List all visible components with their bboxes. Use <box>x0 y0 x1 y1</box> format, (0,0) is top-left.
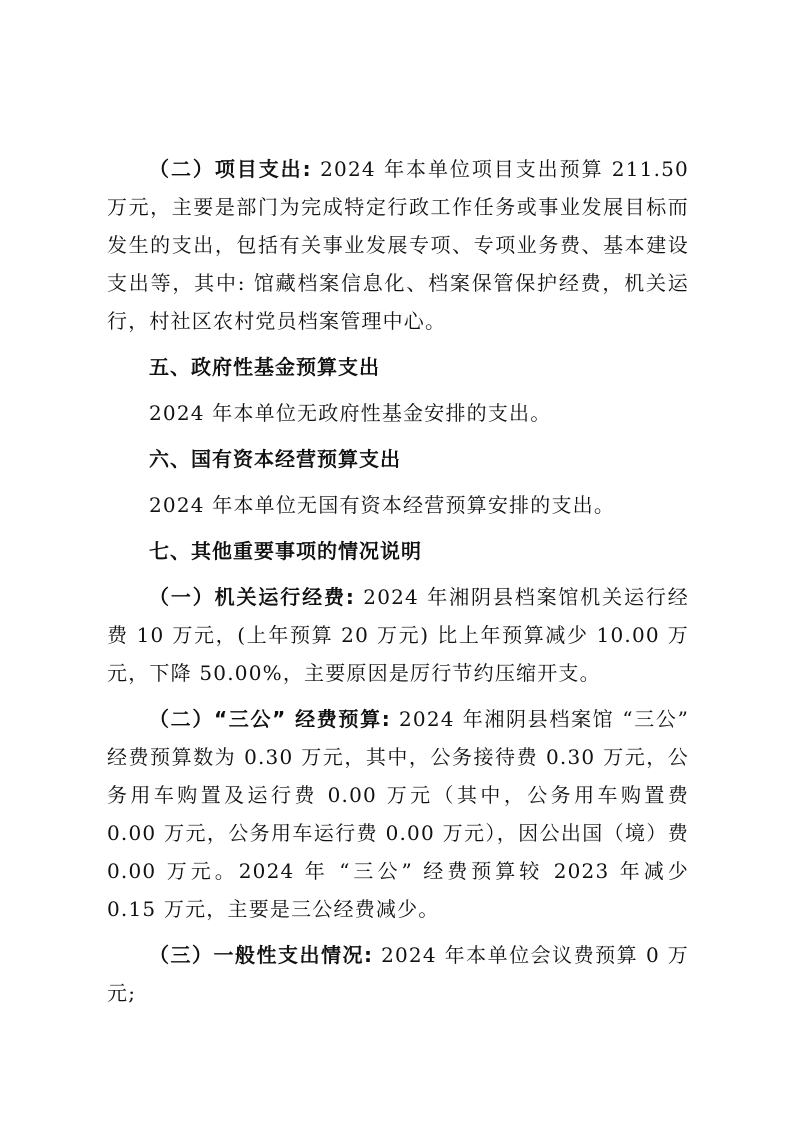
paragraph-lead: （三）一般性支出情况: <box>149 943 374 967</box>
paragraph-project-expenditure <box>107 150 689 340</box>
paragraph-lead: （二）项目支出: <box>149 157 312 181</box>
paragraph-text: 2024 年本单位项目支出预算 211.50 万元，主要是部门为完成特定行政工作任务或事业发展目标而发生的支出，包括有关事业发展专项、专项业务费、基本建设支出等，其中: 馆藏档案信息化、档案保管保护经费，机关运行，村社区农村党员档案管理中心。 <box>107 157 689 333</box>
document-body <box>107 150 689 1012</box>
section-heading-other-matters: 七、其他重要事项的情况说明 <box>149 539 422 563</box>
section-heading-government-fund: 五、政府性基金预算支出 <box>149 355 380 379</box>
paragraph-text: 2024 年湘阴县档案馆 “三公” 经费预算数为 0.30 万元，其中，公务接待费 0.30 万元，公务用车购置及运行费 0.00 万元（其中，公务用车购置费 0.00 万元，公务用车运行费 0.00 万元），因公出国（境）费 0.00 万元。2024 年 “三公” 经费预算较 2023 年减少 0.15 万元，主要是三公经费减少。 <box>107 707 689 921</box>
paragraph-text: 2024 年湘阴县档案馆机关运行经费 10 万元，(上年预算 20 万元) 比上年预算减少 10.00 万元，下降 50.00%，主要原因是厉行节约压缩开支。 <box>107 585 689 685</box>
paragraph-lead: （一）机关运行经费: <box>149 585 356 609</box>
paragraph-government-fund: 2024 年本单位无政府性基金安排的支出。 <box>149 401 552 425</box>
paragraph-lead: （二）“三公” 经费预算: <box>149 707 391 731</box>
section-heading-state-capital: 六、国有资本经营预算支出 <box>149 447 401 471</box>
paragraph-general-expenditure <box>107 936 689 1012</box>
paragraph-operating-expenses <box>107 578 689 692</box>
paragraph-three-public-expenses <box>107 700 689 928</box>
paragraph-text: 2024 年本单位会议费预算 0 万元; <box>107 943 689 1005</box>
paragraph-state-capital: 2024 年本单位无国有资本经营预算安排的支出。 <box>149 493 616 517</box>
